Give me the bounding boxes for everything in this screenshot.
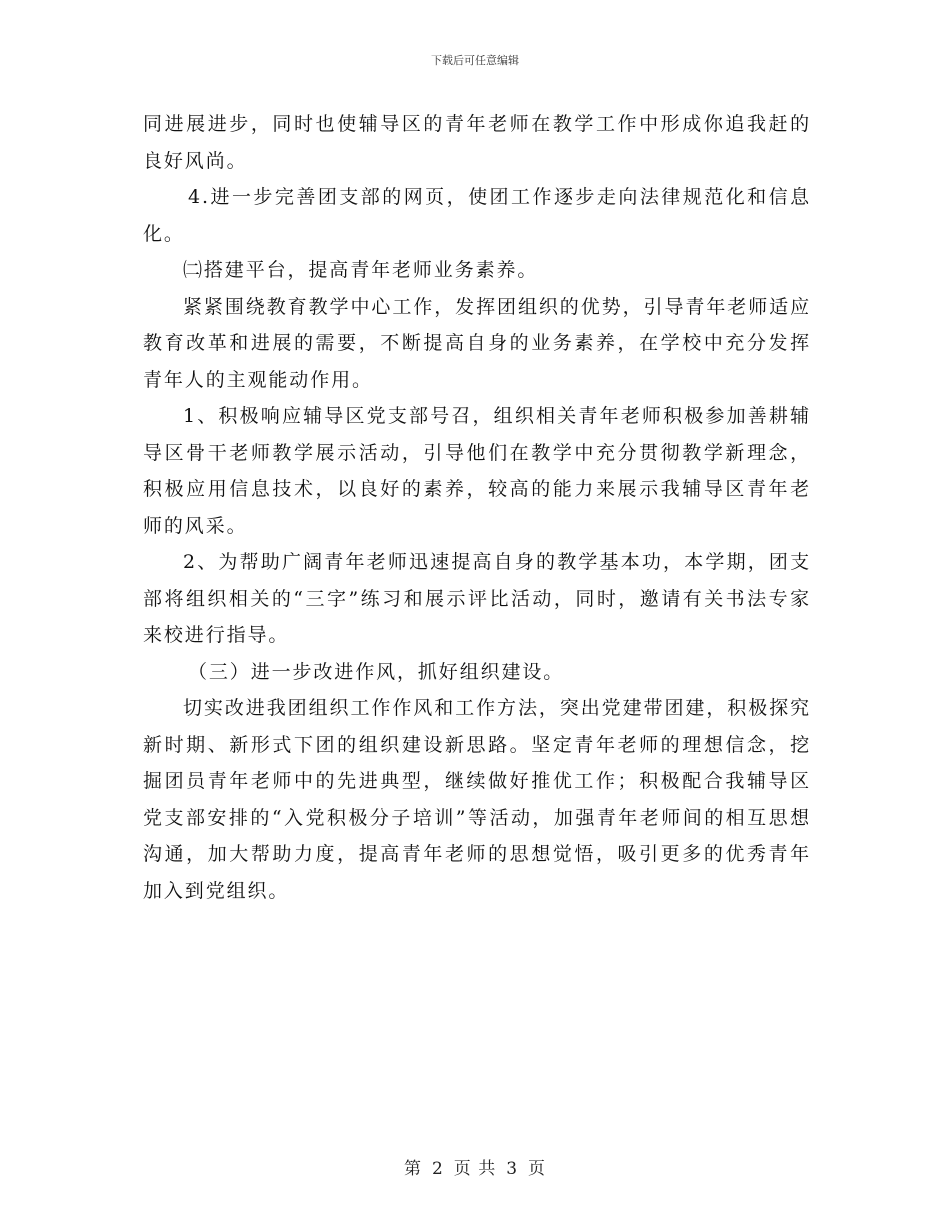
- paragraph-item-2: 2、为帮助广阔青年老师迅速提高自身的教学基本功，本学期，团支部将组织相关的“三字”练习和展示评比活动，同时，邀请有关书法专家来校进行指导。: [143, 551, 811, 646]
- page-header: 下载后可任意编辑: [431, 54, 519, 67]
- footer-prefix: 第: [403, 1159, 422, 1179]
- page-number: 2: [431, 1159, 444, 1179]
- footer-middle: 页 共: [453, 1159, 497, 1179]
- paragraph-continuation: 同进展进步，同时也使辅导区的青年老师在教学工作中形成你追我赶的良好风尚。: [143, 113, 811, 172]
- section-heading-3: （三）进一步改进作风，抓好组织建设。: [188, 660, 565, 683]
- paragraph-section-3-body: 切实改进我团组织工作作风和工作方法，突出党建带团建，积极探究新时期、新形式下团的组织建设新思路。坚定青年老师的理想信念，挖掘团员青年老师中的先进典型，继续做好推优工作；积极配合我辅导区党支部安排的“入党积极分子培训”等活动，加强青年老师间的相互思想沟通，加大帮助力度，提高青年老师的思想觉悟，吸引更多的优秀青年加入到党组织。: [143, 697, 811, 902]
- page-footer: [0, 1154, 950, 1179]
- document-body: [143, 106, 811, 909]
- paragraph-item-4: 4.进一步完善团支部的网页，使团工作逐步走向法律规范化和信息化。: [143, 186, 811, 245]
- section-heading-2: ㈡搭建平台，提高青年老师业务素养。: [183, 259, 539, 281]
- total-pages: 3: [506, 1159, 519, 1179]
- footer-suffix: 页: [528, 1159, 547, 1179]
- paragraph-item-1: 1、积极响应辅导区党支部号召，组织相关青年老师积极参加善耕辅导区骨干老师教学展示活动，引导他们在教学中充分贯彻教学新理念，积极应用信息技术，以良好的素养，较高的能力来展示我辅导区青年老师的风采。: [143, 405, 811, 537]
- paragraph-section-2-intro: 紧紧围绕教育教学中心工作，发挥团组织的优势，引导青年老师适应教育改革和进展的需要，不断提高自身的业务素养，在学校中充分发挥青年人的主观能动作用。: [143, 295, 811, 391]
